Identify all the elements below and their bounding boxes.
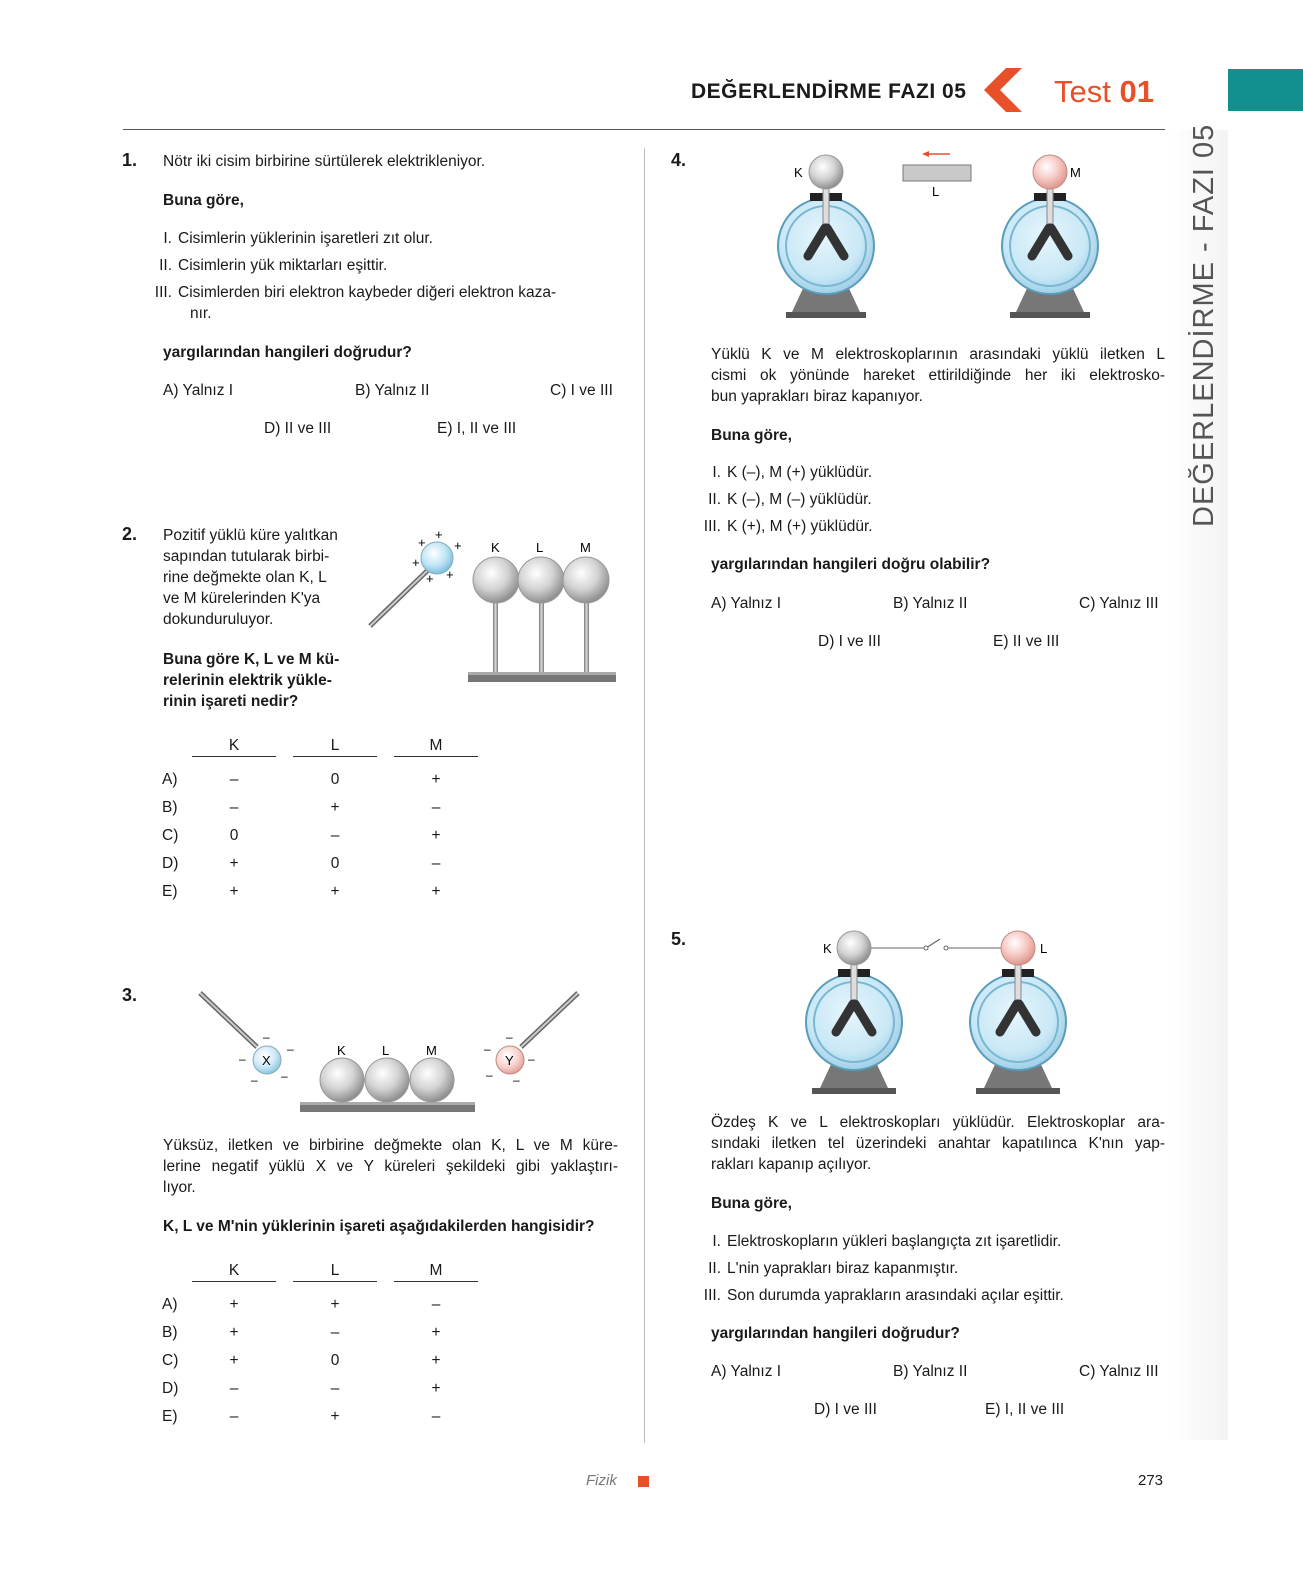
row-label: B) [162,799,178,816]
label-y: Y [505,1053,514,1068]
q2-stem-line: dokunduruluyor. [163,611,274,628]
q3-row-b[interactable] [0,1322,640,1344]
cell-k: + [229,1352,239,1369]
q2-question-line: rinin işareti nedir? [163,693,299,710]
roman-numeral: III. [154,284,172,301]
q5-option-b[interactable]: B) Yalnız II [893,1363,968,1380]
footer-subject: Fizik [586,1472,617,1489]
q2-row-a[interactable] [0,769,640,791]
statement-text: K (+), M (+) yüklüdür. [727,518,873,535]
q2-row-c[interactable] [0,825,640,847]
test-word: Test [1054,74,1111,109]
q5-option-d[interactable]: D) I ve III [814,1401,877,1418]
cell-m: – [431,1408,441,1425]
switch-icon [871,939,1003,950]
label-k: K [491,540,500,555]
q5-question: yargılarından hangileri doğrudur? [711,1325,960,1342]
roman-numeral: II. [708,491,721,508]
q2-stem-line: sapından tutularak birbi- [163,548,330,565]
q1-option-a[interactable]: A) Yalnız I [163,382,234,399]
col-header-m: M [394,735,478,757]
q4-figure [770,142,1110,320]
cell-k: – [229,771,239,788]
cell-k: – [229,1408,239,1425]
cell-l: 0 [330,771,340,788]
cell-l: 0 [330,1352,340,1369]
q4-statement-3 [699,516,873,537]
roman-numeral: I. [163,230,172,247]
label-x: X [262,1053,271,1068]
label-k: K [794,165,803,180]
cell-l: – [330,827,340,844]
electroscope-k [778,155,874,318]
q5-statement-2 [699,1258,958,1279]
statement-text: Cisimlerin yüklerinin işaretleri zıt olur. [178,230,433,247]
cell-m: + [431,883,441,900]
row-label: C) [162,1352,179,1369]
label-l: L [382,1043,390,1058]
q2-row-e[interactable] [0,881,640,903]
q5-option-c[interactable]: C) Yalnız III [1079,1363,1159,1380]
cell-l: + [330,883,340,900]
minus-sign: – [484,1042,491,1056]
side-tab-text: DEĞERLENDİRME - FAZI 05 [1188,123,1220,527]
q2-number: 2. [122,524,138,544]
q3-number: 3. [122,985,138,1005]
chevron-left-icon [984,68,1024,112]
minus-sign: – [263,1030,270,1044]
roman-numeral: II. [708,1260,721,1277]
minus-sign: – [281,1069,288,1083]
sphere-m [410,1058,454,1102]
cell-l: 0 [330,855,340,872]
electroscope-l [970,931,1066,1094]
label-m: M [1070,165,1081,180]
roman-numeral: III. [703,518,721,535]
cell-l: + [330,1296,340,1313]
q4-stem-line: Yüklü K ve M elektroskoplarının arasındaki yüklü iletken L [711,346,1165,363]
q3-stem-line: lerine negatif yüklü X ve Y küreleri şekildeki gibi yaklaştırı- [163,1158,618,1175]
q2-question [163,649,351,712]
q1-number: 1. [122,150,138,170]
label-l: L [1040,941,1048,956]
q3-question: K, L ve M'nin yüklerinin işareti aşağıdakilerden hangisidir? [163,1218,595,1235]
statement-text: Cisimlerden biri elektron kaybeder diğeri elektron kaza- [178,284,557,301]
q4-stem-line: cismi ok yönünde hareket ettirildiğinde her iki elektrosko- [711,367,1165,384]
col-header-k: K [192,735,276,757]
label-l: L [536,540,544,555]
minus-sign: – [513,1073,520,1087]
row-label: D) [162,855,179,872]
q5-option-e[interactable]: E) I, II ve III [985,1401,1065,1418]
electroscope-k [806,931,902,1094]
q5-statement-3 [699,1285,1064,1306]
row-label: E) [162,883,178,900]
statement-text: K (–), M (–) yüklüdür. [727,491,872,508]
q1-stem: Nötr iki cisim birbirine sürtülerek elektrikleniyor. [163,153,486,170]
sphere-k [473,557,519,603]
cell-m: – [431,1296,441,1313]
statement-text: Cisimlerin yük miktarları eşittir. [178,257,388,274]
q4-stem [711,344,1165,407]
statement-text: K (–), M (+) yüklüdür. [727,464,873,481]
plus-sign: + [418,535,426,550]
q1-statement-1 [150,228,433,249]
q5-option-a[interactable]: A) Yalnız I [711,1363,782,1380]
plus-sign: + [446,567,454,582]
q4-question: yargılarından hangileri doğru olabilir? [711,556,991,573]
electroscope-m [1002,155,1098,318]
cell-m: + [431,1324,441,1341]
col-header-k: K [192,1260,276,1282]
col-header-l: L [293,1260,377,1282]
q1-statement-3-cont: nır. [190,305,212,322]
q4-option-b[interactable]: B) Yalnız II [893,595,968,612]
statement-text: Son durumda yaprakların arasındaki açılar eşittir. [727,1287,1064,1304]
label-m: M [426,1043,437,1058]
row-label: B) [162,1324,178,1341]
q5-stem [711,1112,1165,1175]
q2-stem [163,525,351,630]
cell-l: – [330,1380,340,1397]
cell-m: – [431,855,441,872]
cell-k: + [229,883,239,900]
q2-stem-line: ve M kürelerinden K'ya [163,590,321,607]
q1-lead: Buna göre, [163,192,244,209]
q1-option-e[interactable]: E) I, II ve III [437,420,517,437]
q5-stem-line: rakları kapanıp açılıyor. [711,1156,872,1173]
conductor-l [903,165,971,181]
label-k: K [823,941,832,956]
roman-numeral: III. [703,1287,721,1304]
q4-stem-line: bun yaprakları biraz kapanıyor. [711,388,923,405]
q1-statement-2 [150,255,387,276]
q2-table-header [192,735,492,757]
statement-text: L'nin yaprakları biraz kapanmıştır. [727,1260,959,1277]
cell-l: – [330,1324,340,1341]
q3-figure [195,985,590,1115]
test-number: 01 [1119,74,1154,109]
q3-table-header [192,1260,492,1282]
cell-l: + [330,1408,340,1425]
q4-number: 4. [671,150,687,170]
q1-option-b[interactable]: B) Yalnız II [355,382,430,399]
q3-stem-line: lıyor. [163,1179,196,1196]
cell-m: + [431,827,441,844]
q3-stem [163,1135,618,1198]
q3-row-d[interactable] [0,1378,640,1400]
cell-m: + [431,771,441,788]
q3-row-e[interactable] [0,1406,640,1428]
q5-number: 5. [671,929,687,949]
sphere-l [518,557,564,603]
row-label: E) [162,1408,178,1425]
q5-stem-line: sındaki iletken tel üzerindeki anahtar kapatılınca K'nın yap- [711,1135,1165,1152]
cell-k: – [229,799,239,816]
row-label: D) [162,1380,179,1397]
page-number: 273 [1138,1472,1164,1489]
roman-numeral: I. [712,464,721,481]
q4-lead: Buna göre, [711,427,792,444]
teal-tab [1228,69,1303,111]
cell-k: 0 [229,827,239,844]
q2-row-b[interactable] [0,797,640,819]
row-label: C) [162,827,179,844]
minus-sign: – [486,1068,493,1082]
plus-sign: + [454,538,462,553]
q5-stem-line: Özdeş K ve L elektroskopları yüklüdür. Elektroskoplar ara- [711,1114,1165,1131]
label-l: L [932,184,940,199]
cell-k: + [229,1296,239,1313]
q5-statement-1 [699,1231,1061,1252]
q1-statement-3 [150,282,620,303]
q1-option-d[interactable]: D) II ve III [264,420,332,437]
q4-option-c[interactable]: C) Yalnız III [1079,595,1159,612]
q5-figure [798,926,1088,1098]
q2-stem-line: rine değmekte olan K, L [163,569,327,586]
q3-row-c[interactable] [0,1350,640,1372]
q4-option-d[interactable]: D) I ve III [818,633,881,650]
cell-k: + [229,1324,239,1341]
cell-m: + [431,1380,441,1397]
arrow-left-icon [922,151,950,157]
q5-lead: Buna göre, [711,1195,792,1212]
header-title: DEĞERLENDİRME FAZI 05 [691,80,967,103]
test-label [1054,74,1154,110]
plus-sign: + [435,527,443,542]
q4-statement-1 [699,462,872,483]
label-m: M [580,540,591,555]
col-header-l: L [293,735,377,757]
label-k: K [337,1043,346,1058]
minus-sign: – [506,1030,513,1044]
minus-sign: – [287,1042,294,1056]
q4-option-a[interactable]: A) Yalnız I [711,595,782,612]
cell-m: – [431,799,441,816]
q3-row-a[interactable] [0,1294,640,1316]
sphere-l [365,1058,409,1102]
q1-option-c[interactable]: C) I ve III [550,382,613,399]
statement-text: Elektroskopların yükleri başlangıçta zıt işaretlidir. [727,1233,1062,1250]
q4-option-e[interactable]: E) II ve III [993,633,1060,650]
roman-numeral: I. [712,1233,721,1250]
q2-question-line: relerinin elektrik yükle- [163,672,332,689]
q1-question: yargılarından hangileri doğrudur? [163,344,412,361]
q2-question-line: Buna göre K, L ve M kü- [163,651,340,668]
q2-stem-line: Pozitif yüklü küre yalıtkan [163,527,338,544]
roman-numeral: II. [159,257,172,274]
cell-m: + [431,1352,441,1369]
plus-sign: + [412,555,420,570]
q2-figure [360,520,620,690]
minus-sign: – [239,1052,246,1066]
row-label: A) [162,1296,178,1313]
column-divider [644,148,645,1443]
row-label: A) [162,771,178,788]
footer-square-icon [638,1476,649,1487]
cell-k: + [229,855,239,872]
cell-k: – [229,1380,239,1397]
cell-l: + [330,799,340,816]
q4-statement-2 [699,489,872,510]
minus-sign: – [251,1073,258,1087]
sphere-k [320,1058,364,1102]
col-header-m: M [394,1260,478,1282]
plus-sign: + [426,571,434,586]
sphere-m [563,557,609,603]
q2-row-d[interactable] [0,853,640,875]
minus-sign: – [528,1052,535,1066]
q3-stem-line: Yüksüz, iletken ve birbirine değmekte olan K, L ve M küre- [163,1137,618,1154]
header-rule [123,129,1165,130]
